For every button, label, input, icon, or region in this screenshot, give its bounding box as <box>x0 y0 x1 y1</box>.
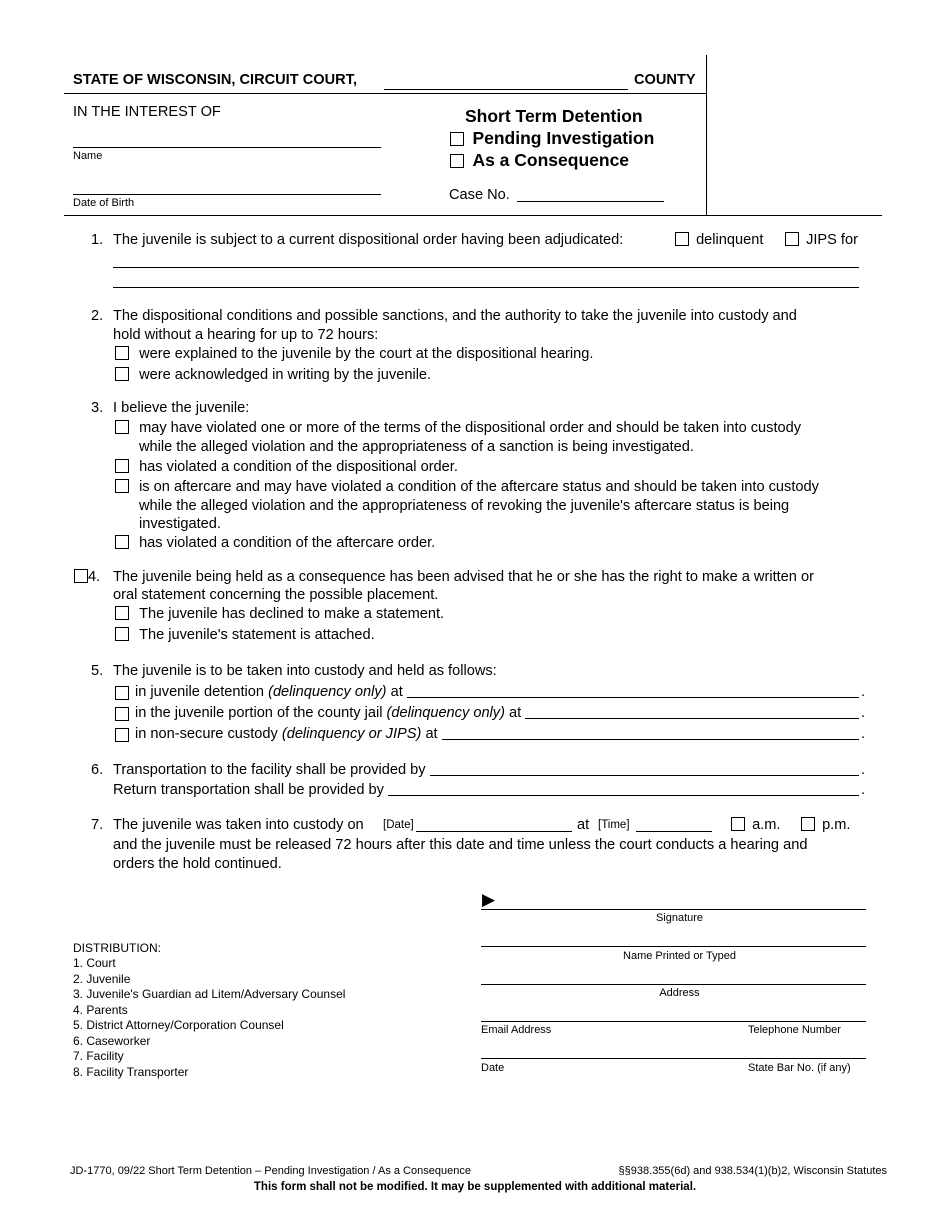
item6-line2-label: Return transportation shall be provided by <box>113 782 384 798</box>
distribution-list <box>73 956 345 1080</box>
item2-opt2 <box>115 366 431 385</box>
list-item: 2. Juvenile <box>73 971 131 986</box>
list-item: 8. Facility Transporter <box>73 1064 189 1079</box>
list-item: 1. Court <box>73 956 116 970</box>
am-option <box>731 816 780 835</box>
item2-line2: hold without a hearing for up to 72 hours: <box>113 327 379 343</box>
option-pending <box>450 128 654 149</box>
item4-checkbox[interactable] <box>74 569 88 583</box>
jips-line-1[interactable] <box>113 267 859 268</box>
item3-opt3-label: is on aftercare and may have violated a condition of the aftercare status and should be taken into custody <box>139 479 819 495</box>
item2-opt1-checkbox[interactable] <box>115 346 129 360</box>
item4-opt2 <box>115 626 375 645</box>
item2-opt1-label: were explained to the juvenile by the court at the dispositional hearing. <box>139 346 594 362</box>
item5-opt3-label: in non-secure custody <box>135 726 278 742</box>
sig-date-label: Date <box>481 1062 505 1074</box>
list-item: 7. Facility <box>73 1049 124 1063</box>
item7-number: 7. <box>91 817 104 833</box>
name-printed-field[interactable] <box>481 946 866 947</box>
pm-option <box>801 816 850 835</box>
list-item: 6. Caseworker <box>73 1033 151 1048</box>
item3-opt4 <box>115 534 435 553</box>
transport-provider-field[interactable] <box>430 775 859 776</box>
juvenile-name-field[interactable] <box>73 147 381 148</box>
item5-opt3-at: at <box>425 726 438 742</box>
email-phone-field[interactable] <box>481 1021 866 1022</box>
item4-number: 4. <box>88 569 101 585</box>
item5-number: 5. <box>91 663 104 679</box>
item3-opt3-checkbox[interactable] <box>115 479 129 493</box>
statutes: §§938.355(6d) and 938.534(1)(b)2, Wisconsin Statutes <box>618 1165 887 1177</box>
distribution-heading: DISTRIBUTION: <box>73 941 162 955</box>
item3-opt1-label: may have violated one or more of the terms of the dispositional order and should be taken into custody <box>139 420 802 436</box>
jips-label: JIPS for <box>806 232 858 248</box>
list-item: 4. Parents <box>73 1002 128 1017</box>
delinquent-label: delinquent <box>696 232 764 248</box>
period: . <box>860 762 865 778</box>
date-tag: [Date] <box>383 819 414 831</box>
custody-date-field[interactable] <box>416 831 572 832</box>
bar-no-label: State Bar No. (if any) <box>748 1062 851 1074</box>
item3-intro: I believe the juvenile: <box>113 400 250 416</box>
item3-opt2-checkbox[interactable] <box>115 459 129 473</box>
address-label: Address <box>659 987 700 999</box>
signature-field[interactable] <box>481 909 866 910</box>
list-item: 3. Juvenile's Guardian ad Litem/Adversary Counsel <box>73 987 346 1001</box>
item7-line3: orders the hold continued. <box>113 856 282 872</box>
item3-opt2 <box>115 458 458 477</box>
address-field[interactable] <box>481 984 866 985</box>
header-right-vline <box>706 55 707 215</box>
list-item: 5. District Attorney/Corporation Counsel <box>73 1018 284 1032</box>
item5-opt2-label: in the juvenile portion of the county jail <box>135 705 383 721</box>
case-no-field[interactable] <box>517 201 664 202</box>
period: . <box>860 726 865 742</box>
item4-header <box>74 568 100 587</box>
period: . <box>860 705 865 721</box>
form-notice: This form shall not be modified. It may be supplemented with additional material. <box>253 1181 697 1193</box>
case-no-label: Case No. <box>449 187 510 203</box>
custody-time-field[interactable] <box>636 831 712 832</box>
time-tag: [Time] <box>598 819 630 831</box>
item3-opt2-label: has violated a condition of the dispositional order. <box>139 459 458 475</box>
signature-label: Signature <box>655 912 704 924</box>
item5-opt2-note: (delinquency only) <box>386 705 505 721</box>
item5-opt1-checkbox[interactable] <box>115 686 129 700</box>
item4-opt2-label: The juvenile's statement is attached. <box>139 627 375 643</box>
item7-at: at <box>577 817 590 833</box>
item6-number: 6. <box>91 762 104 778</box>
item2-opt1 <box>115 345 593 364</box>
period: . <box>860 782 865 798</box>
item5-intro: The juvenile is to be taken into custody and held as follows: <box>113 663 497 679</box>
jips-line-2[interactable] <box>113 287 859 288</box>
email-label: Email Address <box>481 1024 552 1036</box>
consequence-label: As a Consequence <box>472 150 630 170</box>
period: . <box>860 684 865 700</box>
item5-opt1-note: (delinquency only) <box>268 684 387 700</box>
item6-line1-label: Transportation to the facility shall be provided by <box>113 762 426 778</box>
consequence-checkbox[interactable] <box>450 154 464 168</box>
date-bar-field[interactable] <box>481 1058 866 1059</box>
form-title: Short Term Detention <box>465 106 643 126</box>
pm-label: p.m. <box>822 817 851 833</box>
item5-opt2-at: at <box>509 705 522 721</box>
dob-field[interactable] <box>73 194 381 195</box>
signature-arrow-icon: ▶ <box>482 890 496 909</box>
item3-opt1 <box>115 419 801 438</box>
header-hline-top <box>64 93 706 94</box>
header-hline-bottom <box>64 215 882 216</box>
item3-number: 3. <box>91 400 104 416</box>
item1-jips <box>785 231 858 250</box>
jips-checkbox[interactable] <box>785 232 799 246</box>
item1-number: 1. <box>91 232 104 248</box>
item3-opt4-checkbox[interactable] <box>115 535 129 549</box>
pending-checkbox[interactable] <box>450 132 464 146</box>
pm-checkbox[interactable] <box>801 817 815 831</box>
phone-label: Telephone Number <box>748 1024 841 1036</box>
item5-opt2 <box>115 704 865 723</box>
item6-line1 <box>113 761 865 780</box>
item6-line2 <box>113 781 865 800</box>
juvenile-detention-field[interactable] <box>407 697 859 698</box>
item5-opt1-at: at <box>390 684 403 700</box>
county-label: COUNTY <box>634 72 696 88</box>
item3-opt3-cont1: while the alleged violation and the appropriateness of revoking the juvenile's aftercare status is being <box>139 498 790 514</box>
item5-opt3-checkbox[interactable] <box>115 728 129 742</box>
county-jail-field[interactable] <box>525 718 859 719</box>
county-field[interactable] <box>384 89 628 90</box>
non-secure-custody-field[interactable] <box>442 739 859 740</box>
form-id: JD-1770, 09/22 Short Term Detention – Pending Investigation / As a Consequence <box>70 1165 471 1177</box>
item2-opt2-label: were acknowledged in writing by the juvenile. <box>139 367 432 383</box>
item4-opt1 <box>115 605 444 624</box>
item4-opt1-checkbox[interactable] <box>115 606 129 620</box>
item3-opt1-checkbox[interactable] <box>115 420 129 434</box>
item5-opt2-checkbox[interactable] <box>115 707 129 721</box>
item1-text: The juvenile is subject to a current dispositional order having been adjudicated: <box>113 232 624 248</box>
item2-line1: The dispositional conditions and possible sanctions, and the authority to take the juvenile into custody and <box>113 308 797 324</box>
court-prefix: STATE OF WISCONSIN, CIRCUIT COURT, <box>73 72 358 88</box>
item5-opt3 <box>115 725 865 744</box>
item2-number: 2. <box>91 308 104 324</box>
am-label: a.m. <box>752 817 781 833</box>
item5-opt1-label: in juvenile detention <box>135 684 265 700</box>
item7-line2: and the juvenile must be released 72 hours after this date and time unless the court conducts a hearing and <box>113 837 808 853</box>
option-consequence <box>450 150 629 171</box>
item1-delinquent <box>675 231 763 250</box>
item4-opt1-label: The juvenile has declined to make a statement. <box>139 606 445 622</box>
am-checkbox[interactable] <box>731 817 745 831</box>
name-printed-label: Name Printed or Typed <box>623 950 736 962</box>
delinquent-checkbox[interactable] <box>675 232 689 246</box>
item3-opt3 <box>115 478 819 497</box>
item3-opt1-cont: while the alleged violation and the appropriateness of a sanction is being investigated. <box>139 439 694 455</box>
item3-opt4-label: has violated a condition of the aftercare order. <box>139 535 436 551</box>
return-transport-field[interactable] <box>388 795 859 796</box>
item7-text: The juvenile was taken into custody on <box>113 817 364 833</box>
pending-label: Pending Investigation <box>472 128 655 148</box>
interest-of-label: IN THE INTEREST OF <box>73 104 221 120</box>
name-label: Name <box>73 150 103 162</box>
item2-opt2-checkbox[interactable] <box>115 367 129 381</box>
item4-opt2-checkbox[interactable] <box>115 627 129 641</box>
dob-label: Date of Birth <box>73 197 135 209</box>
item3-opt3-cont2: investigated. <box>139 516 221 532</box>
item4-line2: oral statement concerning the possible placement. <box>113 587 439 603</box>
item5-opt3-note: (delinquency or JIPS) <box>281 726 422 742</box>
item4-line1: The juvenile being held as a consequence has been advised that he or she has the right to make a written or <box>113 569 814 585</box>
item5-opt1 <box>115 683 865 702</box>
